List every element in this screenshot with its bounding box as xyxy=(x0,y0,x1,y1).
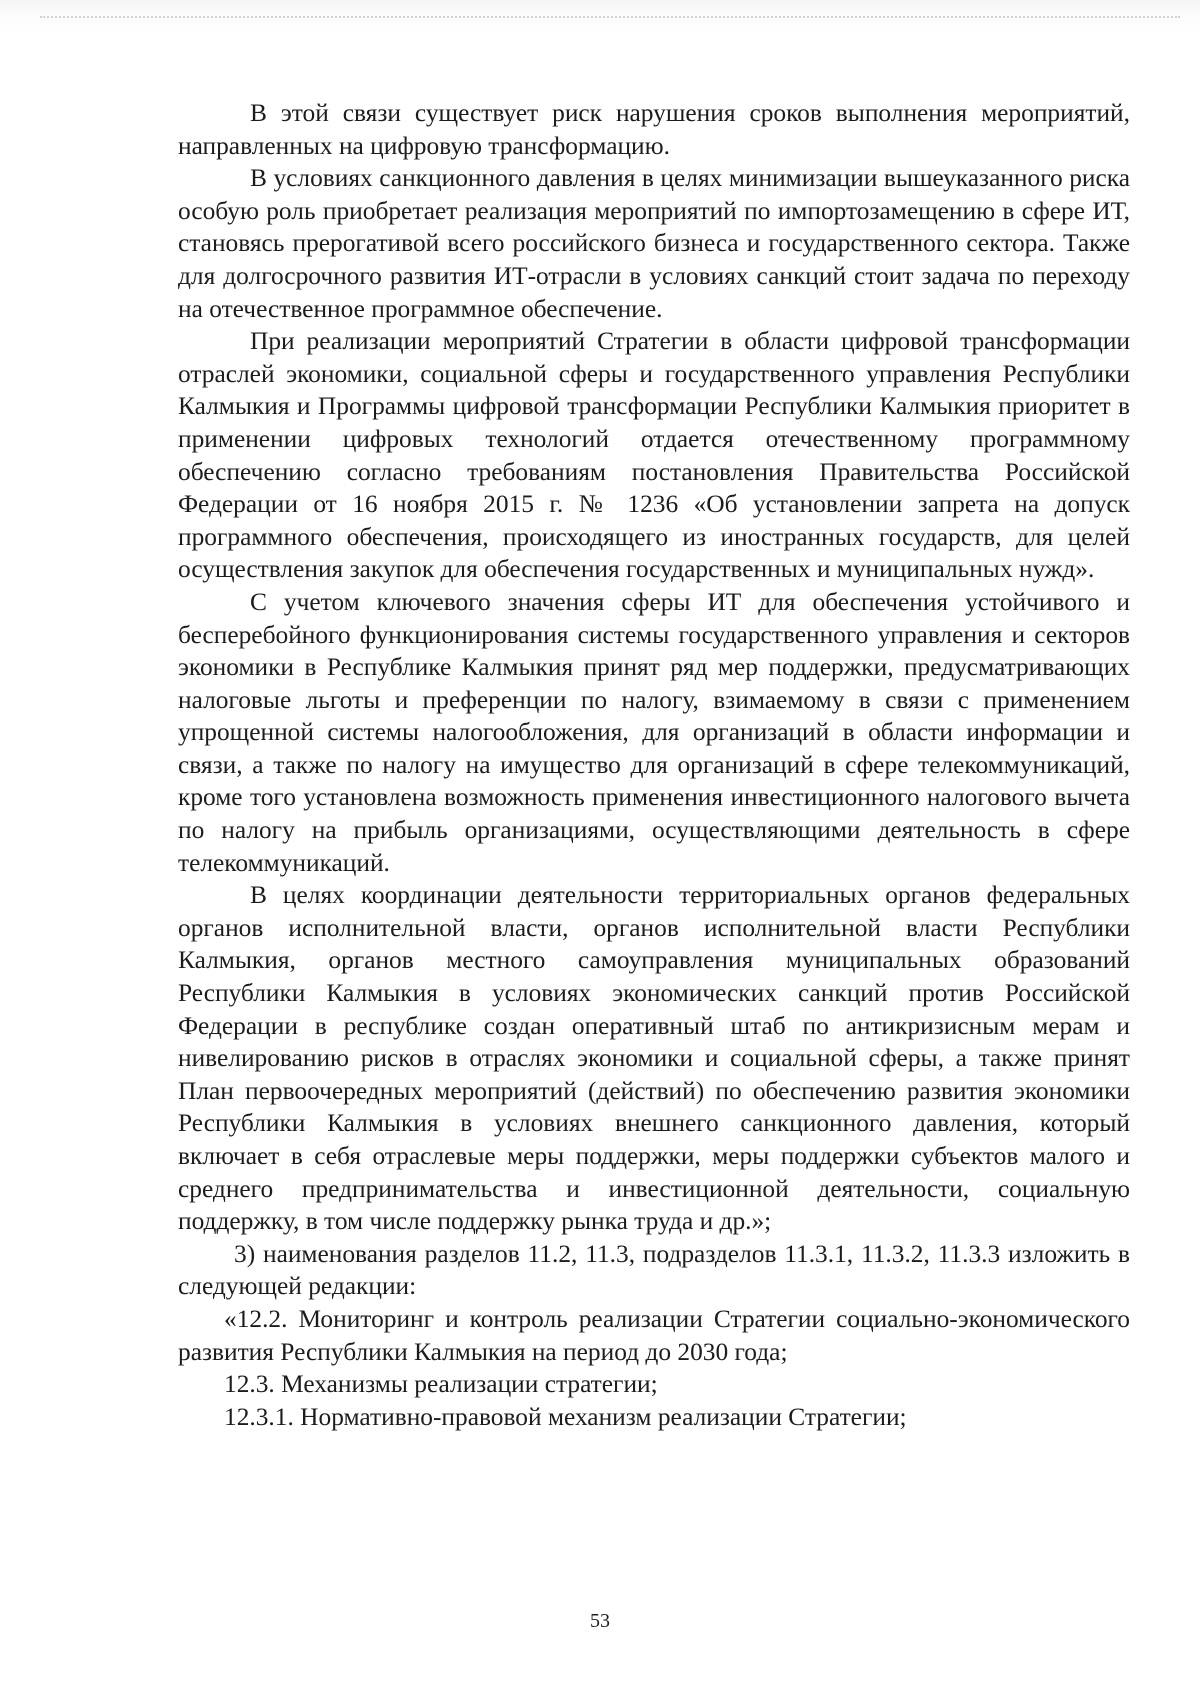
quoted-section-12-3: 12.3. Механизмы реализации стратегии; xyxy=(224,1370,658,1399)
paragraph-risk: В этой связи существует риск нарушения сроков выполнения мероприятий, направленных на цифровую трансформацию. xyxy=(178,99,1130,160)
paragraph-support-measures: С учетом ключевого значения сферы ИТ для обеспечения устойчивого и бесперебойного функционирования системы государственного управления и секторов экономики в Республике Калмыкия принят ряд мер поддержки, предусматривающих налоговые льготы и преференции по налогу, взимаемому в связи с применением упрощенной системы налогообложения, для организаций в области информации и связи, а также по налогу на имущество для организаций в сфере телекоммуникаций, кроме того установлена возможность применения инвестиционного налогового вычета по налогу на прибыль организациями, осуществляющими деятельность в сфере телекоммуникаций. xyxy=(178,587,1130,877)
quoted-section-12-3-1: 12.3.1. Нормативно-правовой механизм реализации Стратегии; xyxy=(224,1402,907,1431)
quoted-section-12-2: «12.2. Мониторинг и контроль реализации Стратегии социально-экономического развития Республики Калмыкия на период до 2030 года; xyxy=(178,1304,1130,1366)
document-body xyxy=(178,97,1130,1433)
page-number: 53 xyxy=(590,1610,610,1632)
scan-top-edge xyxy=(0,0,1200,34)
scan-noise-line xyxy=(40,16,1180,20)
paragraph-coordination: В целях координации деятельности территориальных органов федеральных органов исполнительной власти, органов исполнительной власти Республики Калмыкия, органов местного самоуправления муниципальных образований Республики Калмыкия в условиях экономических санкций против Российской Федерации в республике создан оперативный штаб по антикризисным мерам и нивелированию рисков в отраслях экономики и социальной сферы, а также принят План первоочередных мероприятий (действий) по обеспечению развития экономики Республики Калмыкия в условиях внешнего санкционного давления, который включает в себя отраслевые меры поддержки, меры поддержки субъектов малого и среднего предпринимательства и инвестиционной деятельности, социальную поддержку, в том числе поддержку рынка труда и др.»; xyxy=(178,881,1130,1236)
amendment-item: 3) наименования разделов 11.2, 11.3, подразделов 11.3.1, 11.3.2, 11.3.3 изложить в следующей редакции: xyxy=(178,1239,1130,1301)
paragraph-sanctions: В условиях санкционного давления в целях минимизации вышеуказанного риска особую роль приобретает реализация мероприятий по импортозамещению в сфере ИТ, становясь прерогативой всего российского бизнеса и государственного сектора. Также для долгосрочного развития ИТ-отрасли в условиях санкций стоит задача по переходу на отечественное программное обеспечение. xyxy=(178,164,1130,323)
paragraph-software-priority: При реализации мероприятий Стратегии в области цифровой трансформации отраслей экономики, социальной сферы и государственного управления Республики Калмыкия и Программы цифровой трансформации Республики Калмыкия приоритет в применении цифровых технологий отдается отечественному программному обеспечению согласно требованиям постановления Правительства Российской Федерации от 16 ноября 2015 г. № 1236 «Об установлении запрета на допуск программного обеспечения, происходящего из иностранных государств, для целей осуществления закупок для обеспечения государственных и муниципальных нужд». xyxy=(178,327,1130,584)
